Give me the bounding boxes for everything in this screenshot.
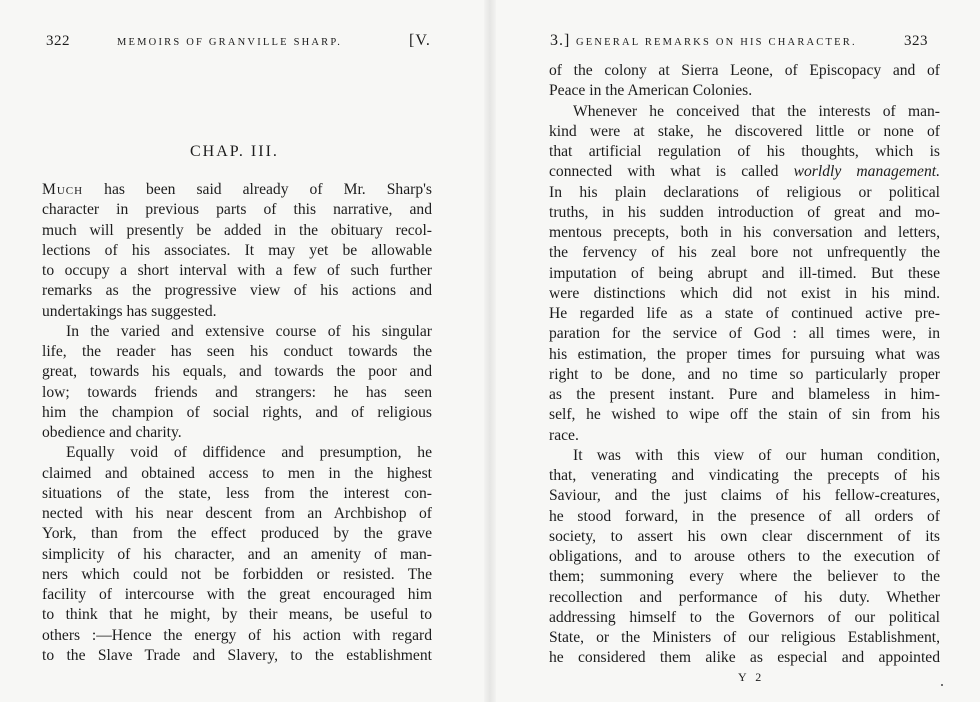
- line-text: as the present instant. Pure and blameless in him-: [549, 386, 940, 403]
- line-text: the fervency of his zeal bore not unfrequently the: [549, 244, 940, 262]
- text-line: [42, 545, 432, 565]
- text-line: [42, 281, 432, 301]
- text-line: [42, 484, 432, 504]
- line-text: In his plain declarations of religious or political: [549, 183, 940, 201]
- text-line: [42, 383, 432, 403]
- text-line: [42, 362, 432, 382]
- text-line: [549, 183, 940, 203]
- text-line: [42, 302, 432, 322]
- line-text: great, towards his equals, and towards the poor and: [42, 363, 432, 381]
- text-line: [42, 565, 432, 585]
- line-text: has been said already of Mr. Sharp's: [83, 181, 432, 198]
- line-text: paration for the service of God : all times were, in: [549, 325, 940, 343]
- line-text: to occupy a short interval with a few of such further: [42, 262, 432, 279]
- line-text: he stood forward, in the presence of all orders of: [549, 507, 940, 525]
- text-line: [549, 61, 940, 81]
- line-text: connected with what is called: [549, 163, 794, 181]
- text-line: [549, 81, 940, 101]
- left-page-number: 322: [46, 33, 70, 49]
- left-running-title: MEMOIRS OF GRANVILLE SHARP.: [117, 37, 343, 48]
- text-line: [549, 243, 940, 263]
- text-line: [549, 588, 940, 608]
- text-line: [549, 203, 940, 223]
- opening-word: Much: [42, 181, 84, 198]
- text-line: [549, 567, 940, 587]
- line-text: Whenever he conceived that the interests of man-: [573, 102, 940, 120]
- line-text: Saviour, and the just claims of his fellow-creatures,: [549, 487, 940, 505]
- line-text: kind were at stake, he discovered little or none of: [549, 122, 940, 140]
- italic-phrase: worldly management.: [793, 163, 940, 181]
- text-line: [42, 504, 432, 524]
- line-text: obedience and charity.: [42, 424, 182, 441]
- line-text: self, he wished to wipe off the stain of sin from his: [549, 406, 940, 424]
- line-text: to think that he might, by their means, be useful to: [42, 606, 432, 624]
- line-text: that artificial regulation of his thoughts, which is: [549, 143, 940, 160]
- text-line: [549, 466, 940, 486]
- line-text: Equally void of diffidence and presumption, he: [66, 444, 432, 462]
- ink-speck: [941, 684, 943, 686]
- text-line: [42, 180, 432, 200]
- line-text: them; summoning every where the believer to the: [549, 568, 940, 586]
- line-text: claimed and obtained access to men in the highest: [42, 464, 432, 482]
- line-text: to the Slave Trade and Slavery, to the establishment: [42, 646, 432, 664]
- text-line: [549, 284, 940, 304]
- line-text: truths, in his sudden introduction of great and mo-: [549, 203, 940, 221]
- text-line: [42, 605, 432, 625]
- right-running-head: [490, 34, 980, 54]
- line-text: right to be done, and no time so particularly proper: [549, 365, 940, 383]
- line-text: ners which could not be forbidden or resisted. The: [42, 565, 432, 583]
- line-text: obligations, and to arouse others to the execution of: [549, 548, 940, 565]
- text-line: [549, 365, 940, 385]
- text-line: [549, 304, 940, 324]
- text-line: [42, 342, 432, 362]
- text-line: [549, 162, 940, 182]
- line-text: race.: [549, 426, 579, 444]
- text-line: [42, 646, 432, 666]
- text-line: [549, 324, 940, 344]
- line-text: lections of his associates. It may yet be allowable: [42, 241, 432, 259]
- text-line: [42, 221, 432, 241]
- left-running-head: [0, 34, 490, 54]
- line-text: that, venerating and vindicating the precepts of his: [549, 467, 940, 484]
- right-running-title: GENERAL REMARKS ON HIS CHARACTER.: [576, 37, 857, 48]
- line-text: recollection and performance of his duty. Whether: [549, 588, 940, 606]
- text-line: [549, 507, 940, 527]
- text-line: [42, 403, 432, 423]
- text-line: [549, 547, 940, 567]
- text-line: [42, 423, 432, 443]
- text-line: [549, 486, 940, 506]
- text-line: [549, 385, 940, 405]
- signature-mark: Y 2: [738, 670, 765, 684]
- line-text: situations of the state, less from the interest con-: [42, 484, 432, 502]
- line-text: remarks as the progressive view of his actions and: [42, 282, 432, 300]
- text-line: [42, 241, 432, 261]
- line-text: life, the reader has seen his conduct towards the: [42, 343, 432, 360]
- right-page: [490, 0, 980, 702]
- line-text: nected with his near descent from an Archbishop of: [42, 505, 432, 522]
- text-line: [549, 223, 940, 243]
- text-line: [549, 648, 940, 668]
- text-line: [42, 585, 432, 605]
- text-line: [42, 626, 432, 646]
- text-line: [549, 527, 940, 547]
- line-text: he considered them alike as especial and appointed: [549, 649, 940, 667]
- line-text: State, or the Ministers of our religious Establishment,: [549, 629, 940, 646]
- line-text: imputation of being abrupt and ill-timed. But these: [549, 264, 940, 282]
- line-text: In the varied and extensive course of his singular: [66, 322, 432, 340]
- text-line: [549, 102, 940, 122]
- text-line: [42, 524, 432, 544]
- line-text: undertakings has suggested.: [42, 302, 217, 320]
- line-text: his estimation, the proper times for pursuing what was: [549, 345, 940, 363]
- text-line: [42, 322, 432, 342]
- line-text: facility of intercourse with the great encouraged him: [42, 586, 432, 603]
- text-line: [42, 464, 432, 484]
- text-line: [549, 628, 940, 648]
- text-line: [42, 261, 432, 281]
- text-line: [549, 264, 940, 284]
- right-body-text: [549, 61, 940, 669]
- line-text: It was with this view of our human condition,: [573, 446, 940, 464]
- line-text: addressing himself to the Governors of our political: [549, 608, 940, 626]
- right-page-number: 323: [904, 33, 928, 49]
- line-text: of the colony at Sierra Leone, of Episcopacy and of: [549, 62, 940, 79]
- text-line: [549, 345, 940, 365]
- line-text: others :—Hence the energy of his action with regard: [42, 626, 432, 644]
- text-line: [549, 446, 940, 466]
- text-line: [42, 443, 432, 463]
- line-text: him the champion of social rights, and of religious: [42, 403, 432, 421]
- line-text: much will presently be added in the obituary recol-: [42, 221, 432, 239]
- line-text: low; towards friends and strangers: he has seen: [42, 383, 432, 401]
- line-text: simplicity of his character, and an amenity of man-: [42, 545, 432, 563]
- line-text: He regarded life as a state of continued active pre-: [549, 305, 940, 322]
- line-text: mentous precepts, both in his conversation and letters,: [549, 224, 940, 241]
- text-line: [549, 142, 940, 162]
- part-mark: [V.: [409, 32, 431, 49]
- chapter-heading: CHAP. III.: [190, 143, 279, 160]
- line-text: character in previous parts of this narrative, and: [42, 201, 432, 219]
- chapter-mark: 3.]: [550, 32, 571, 49]
- line-text: society, to assert his own clear discernment of its: [549, 527, 940, 545]
- line-text: were distinctions which did not exist in his mind.: [549, 284, 940, 302]
- text-line: [549, 608, 940, 628]
- text-line: [549, 122, 940, 142]
- text-line: [549, 405, 940, 425]
- line-text: York, than from the effect produced by the grave: [42, 525, 432, 543]
- line-text: Peace in the American Colonies.: [549, 82, 753, 100]
- text-line: [42, 200, 432, 220]
- text-line: [549, 426, 940, 446]
- left-body-text: [42, 180, 432, 666]
